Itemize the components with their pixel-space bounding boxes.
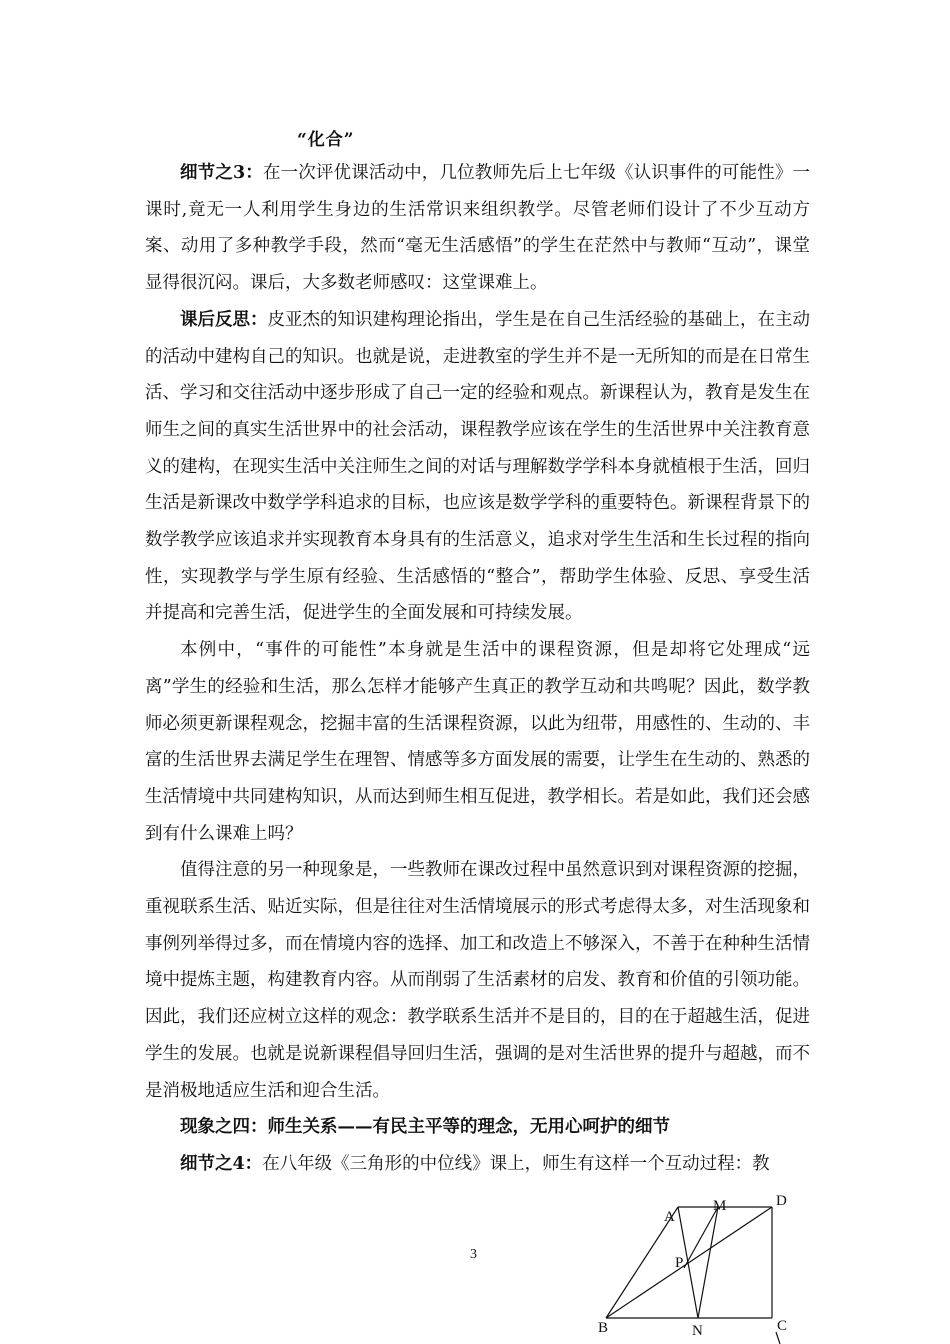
paragraph-detail-3 bbox=[145, 155, 810, 302]
geometry-diagram bbox=[590, 1190, 810, 1344]
page-number: 3 bbox=[470, 1247, 477, 1262]
section-title: “化合” bbox=[297, 130, 355, 150]
label-m: M bbox=[713, 1198, 727, 1214]
paragraph-text: 值得注意的另一种现象是，一些教师在课改过程中虽然意识到对课程资源的挖掘，重视联系生活、贴近实际，但是往往对生活情境展示的形式考虑得太多，对生活现象和事例列举得过多，而在情境内容的选择、加工和改造上不够深入，不善于在种种生活情境中提炼主题，构建教育内容。从而削弱了生活素材的启发、教育和价值的引领功能。因此，我们还应树立这样的观念：教学联系生活并不是目的，目的在于超越生活，促进学生的发展。也就是说新课程倡导回归生活，强调的是对生活世界的提升与超越，而不是消极地适应生活和迎合生活。 bbox=[145, 860, 810, 1101]
label-d: D bbox=[776, 1193, 787, 1209]
paragraph-lead: 课后反思： bbox=[180, 309, 268, 330]
paragraph-lead: 细节之4： bbox=[180, 1153, 263, 1174]
label-c: C bbox=[777, 1318, 788, 1334]
label-b: B bbox=[598, 1320, 609, 1336]
body-text bbox=[145, 155, 810, 1183]
paragraph-text: 皮亚杰的知识建构理论指出，学生是在自己生活经验的基础上，在主动的活动中建构自己的知识。也就是说，走进教室的学生并不是一无所知的而是在日常生活、学习和交往活动中逐步形成了自己一定的经验和观点。新课程认为，教育是发生在师生之间的真实生活世界中的社会活动，课程教学应该在学生的生活世界中关注教育意义的建构，在现实生活中关注师生之间的对话与理解数学学科本身就植根于生活，回归生活是新课改中数学学科追求的目标，也应该是数学学科的重要特色。新课程背景下的数学教学应该追求并实现教育本身具有的生活意义，追求对学生生活和生长过程的指向性，实现教学与学生原有经验、生活感悟的“整合”，帮助学生体验、反思、享受生活并提高和完善生活，促进学生的全面发展和可持续发展。 bbox=[145, 309, 810, 624]
paragraph-lead: 细节之3： bbox=[180, 163, 263, 183]
label-a: A bbox=[664, 1209, 675, 1225]
label-p: P bbox=[675, 1255, 684, 1271]
paragraph-reflection bbox=[145, 302, 810, 632]
paragraph-text: 在一次评优课活动中，几位教师先后上七年级《认识事件的可能性》一课时,竟无一人利用学生身边的生活常识来组织教学。尽管老师们设计了不少互动方案、动用了多种教学手段，然而“毫无生活感悟”的学生在茫然中与教师“互动”，课堂显得很沉闷。课后，大多数老师感叹：这堂课难上。 bbox=[145, 163, 810, 294]
segment-mn bbox=[698, 1207, 718, 1318]
paragraph-detail-4 bbox=[145, 1146, 810, 1183]
paragraph-example bbox=[145, 632, 810, 852]
segment-bd bbox=[606, 1207, 772, 1318]
phenomenon-heading: 现象之四：师生关系——有民主平等的理念，无用心呵护的细节 bbox=[180, 1117, 670, 1138]
paragraph-observation bbox=[145, 852, 810, 1109]
paragraph-text: 本例中，“事件的可能性”本身就是生活中的课程资源，但是却将它处理成“远离”学生的经验和生活，那么怎样才能够产生真正的教学互动和共鸣呢？因此，数学教师必须更新课程观念，挖掘丰富的生活课程资源，以此为纽带，用感性的、生动的、丰富的生活世界去满足学生在理智、情感等多方面发展的需要，让学生在生动的、熟悉的生活情境中共同建构知识，从而达到师生相互促进，教学相长。若是如此，我们还会感到有什么课难上吗？ bbox=[145, 640, 810, 844]
paragraph-text: 在八年级《三角形的中位线》课上，师生有这样一个互动过程：教 bbox=[262, 1153, 770, 1174]
label-n: N bbox=[692, 1323, 703, 1339]
